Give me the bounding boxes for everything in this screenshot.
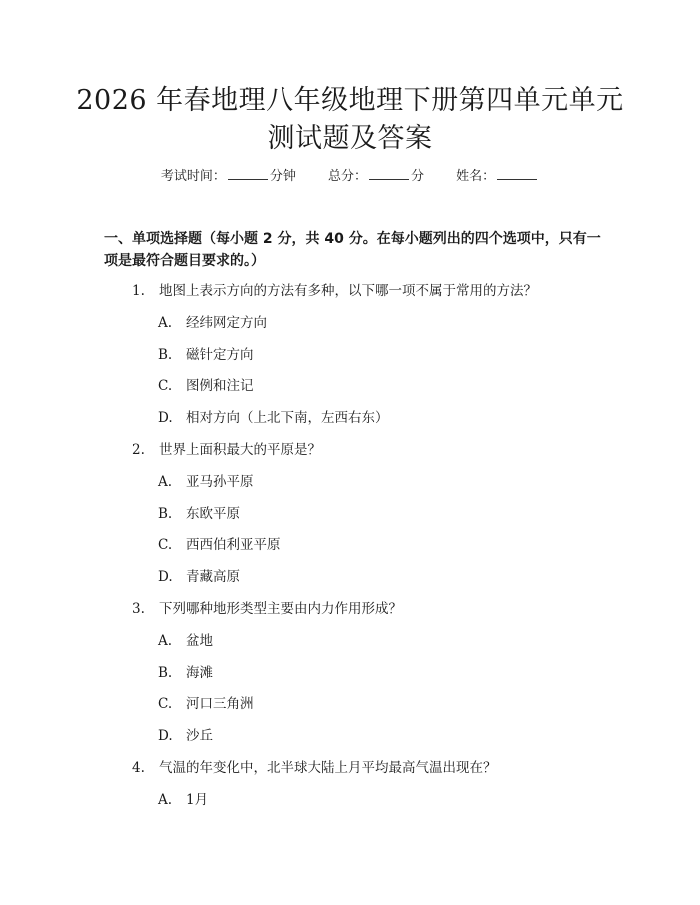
question-1-option-b (158, 345, 254, 365)
question-1-option-c (158, 376, 254, 396)
option-letter: B. (158, 506, 173, 522)
option-letter: A. (158, 474, 173, 490)
name-field (456, 166, 539, 187)
option-text: 河口三角洲 (186, 696, 254, 712)
question-2-option-c (158, 535, 281, 555)
exam-meta (0, 166, 700, 187)
question-text: 世界上面积最大的平原是？ (159, 442, 321, 458)
title-line-1: 2026 年春地理八年级地理下册第四单元单元 (76, 85, 624, 116)
question-text: 气温的年变化中，北半球大陆上月平均最高气温出现在？ (159, 760, 497, 776)
option-text: 海滩 (186, 665, 213, 681)
option-text: 青藏高原 (186, 569, 240, 585)
question-4 (132, 758, 497, 778)
question-2-option-a (158, 472, 254, 492)
option-text: 盆地 (186, 633, 213, 649)
section-1-title: 一、单项选择题（每小题 2 分，共 40 分。在每小题列出的四个选项中，只有一项是最符合题目要求的。） (104, 231, 601, 269)
title-line-2: 测试题及答案 (267, 123, 433, 154)
question-1 (132, 281, 537, 301)
question-1-option-a (158, 313, 267, 333)
exam-time-label: 考试时间： (160, 169, 226, 184)
option-letter: C. (158, 378, 173, 394)
document-title (60, 82, 640, 158)
option-letter: A. (158, 633, 173, 649)
total-score-blank (369, 166, 409, 180)
total-score-unit: 分 (411, 169, 425, 184)
question-2-option-b (158, 504, 240, 524)
question-4-option-a (158, 790, 208, 810)
option-letter: C. (158, 537, 173, 553)
question-number: 3. (132, 601, 145, 617)
exam-time-field (161, 166, 296, 187)
question-number: 4. (132, 760, 145, 776)
option-text: 西西伯利亚平原 (186, 537, 281, 553)
question-text: 下列哪种地形类型主要由内力作用形成？ (159, 601, 402, 617)
option-letter: A. (158, 792, 173, 808)
option-letter: B. (158, 665, 173, 681)
question-text: 地图上表示方向的方法有多种，以下哪一项不属于常用的方法？ (159, 283, 537, 299)
name-label: 姓名： (456, 169, 496, 184)
option-letter: C. (158, 696, 173, 712)
option-text: 图例和注记 (186, 378, 254, 394)
option-letter: D. (158, 728, 173, 744)
option-letter: D. (158, 410, 173, 426)
question-1-option-d (158, 408, 389, 428)
question-2-option-d (158, 567, 240, 587)
question-number: 1. (132, 283, 145, 299)
option-letter: B. (158, 347, 173, 363)
name-blank (497, 166, 537, 180)
option-text: 1月 (186, 792, 209, 808)
option-text: 相对方向（上北下南，左西右东） (186, 410, 389, 426)
question-3-option-d (158, 726, 213, 746)
question-2 (132, 440, 321, 460)
exam-time-blank (228, 166, 268, 180)
total-score-label: 总分： (327, 169, 367, 184)
option-text: 东欧平原 (186, 506, 240, 522)
option-letter: A. (158, 315, 173, 331)
question-3 (132, 599, 402, 619)
total-score-field (328, 166, 424, 187)
question-3-option-a (158, 631, 213, 651)
option-text: 亚马孙平原 (186, 474, 254, 490)
question-3-option-b (158, 663, 213, 683)
option-letter: D. (158, 569, 173, 585)
exam-time-unit: 分钟 (269, 169, 296, 184)
question-number: 2. (132, 442, 145, 458)
question-3-option-c (158, 694, 254, 714)
option-text: 经纬网定方向 (186, 315, 267, 331)
option-text: 磁针定方向 (186, 347, 254, 363)
option-text: 沙丘 (186, 728, 213, 744)
